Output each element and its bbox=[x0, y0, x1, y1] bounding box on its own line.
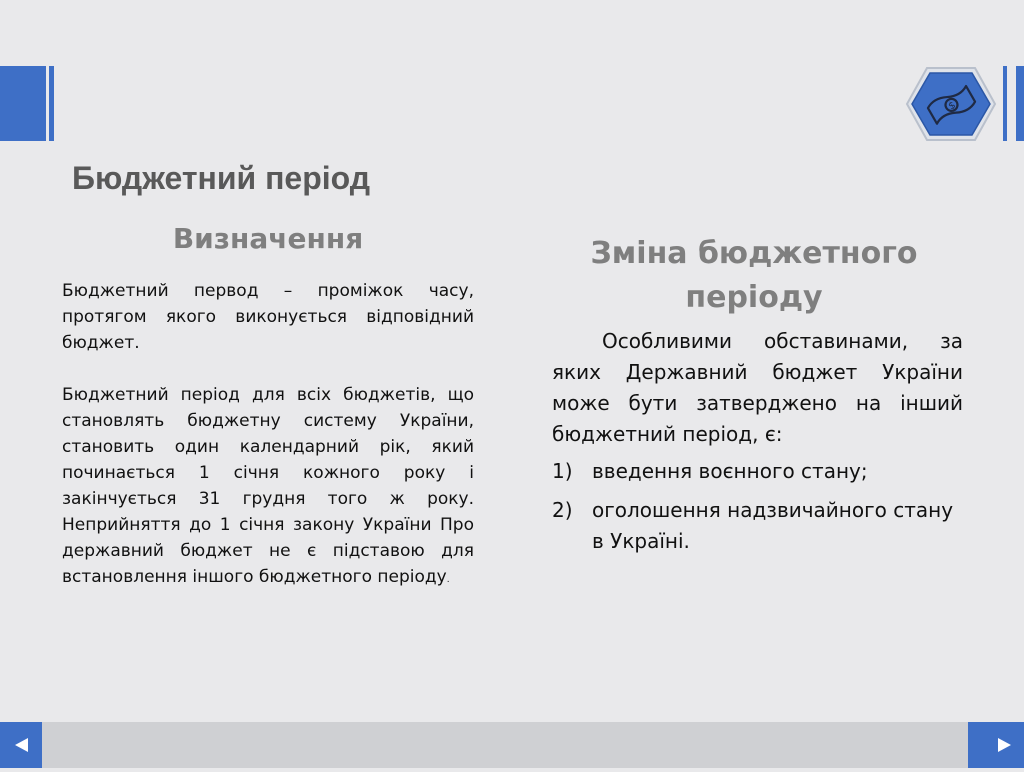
previous-slide-button[interactable] bbox=[0, 722, 42, 768]
svg-text:$: $ bbox=[946, 99, 958, 113]
change-period-heading: Зміна бюджетного періоду bbox=[590, 236, 918, 315]
definition-paragraph-2 bbox=[62, 382, 474, 593]
definition-paragraph-1: Бюджетний первод – проміжок часу, протягом якого виконується відповідний бюджет. bbox=[62, 281, 474, 353]
list-item-number: 1) bbox=[552, 459, 573, 483]
circumstances-list bbox=[552, 456, 963, 557]
next-slide-button[interactable] bbox=[968, 722, 1024, 768]
list-item bbox=[552, 495, 963, 557]
definition-text bbox=[62, 278, 474, 593]
slide-title: Бюджетний період bbox=[72, 160, 371, 196]
right-accent-line bbox=[1003, 66, 1007, 141]
triangle-left-icon bbox=[0, 722, 42, 768]
definition-paragraph-2-body: Бюджетний період для всіх бюджетів, що становлять бюджетну систему України, становить один календарний рік, який починається 1 січня кожного року і закінчується 31 грудня того ж року. Неприйняття до 1 січня закону України Про державний бюджет не є підставою для встановлення іншого бюджетного періоду bbox=[62, 385, 474, 587]
money-bill-icon bbox=[905, 66, 997, 142]
change-period-text bbox=[552, 326, 963, 565]
list-item-text: оголошення надзвичайного стану в Україні. bbox=[592, 498, 954, 553]
triangle-right-icon bbox=[968, 722, 1024, 768]
left-accent-bar bbox=[0, 66, 46, 141]
right-accent-bar bbox=[1016, 66, 1024, 141]
definition-heading: Визначення bbox=[172, 222, 364, 255]
definition-paragraph-2-end: . bbox=[446, 575, 450, 585]
change-period-intro: Особливими обставинами, за яких Державний бюджет України може бути затверджено на інший бюджетний період, є: bbox=[552, 329, 963, 446]
list-item-number: 2) bbox=[552, 498, 573, 522]
list-item bbox=[552, 456, 963, 487]
bottom-navigation-bar bbox=[0, 722, 1024, 768]
list-item-text: введення воєнного стану; bbox=[592, 459, 868, 483]
left-accent-line bbox=[49, 66, 54, 141]
